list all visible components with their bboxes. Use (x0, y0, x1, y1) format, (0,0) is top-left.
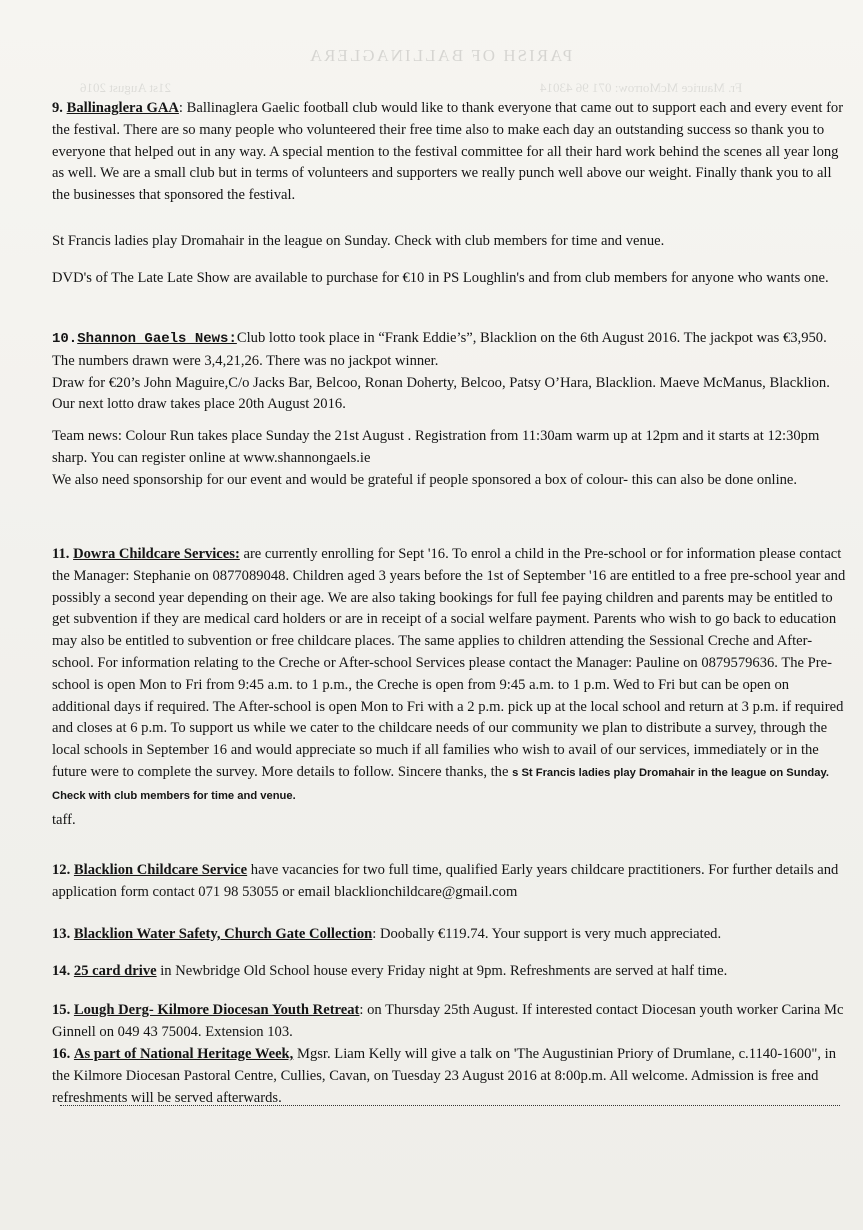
notice-text: St Francis ladies play Dromahair in the league on Sunday. Check with club members for time and venue. (52, 233, 665, 249)
notice-9-dvd (52, 268, 848, 290)
notice-heading: Blacklion Childcare Service (73, 862, 248, 878)
notice-9-ladies (52, 231, 848, 253)
notice-text: Mgsr. Liam Kelly will give a talk on 'The Augustinian Priory of Drumlane, c.1140-1600", in the Kilmore Diocesan Pastoral Centre, Cullies, Cavan, on Tuesday 23 August 2016 at 8:00p.m. All welcome. Admission is free and refreshments will be served afterwards. (52, 1046, 836, 1106)
bleed-through-contact: Fr. Maurice McMorrow: 071 96 43014 (540, 80, 743, 95)
notice-11 (52, 544, 848, 831)
notice-text: : on Thursday 25th August. If interested contact Diocesan youth worker Carina Mc Ginnell on 049 43 75004. Extension 103. (52, 1002, 844, 1040)
notice-heading: Lough Derg- Kilmore Diocesan Youth Retreat (73, 1002, 360, 1018)
notice-14 (52, 961, 848, 983)
notice-15 (52, 1000, 848, 1044)
notice-heading: 25 card drive (73, 963, 157, 979)
notice-16 (52, 1044, 848, 1109)
notice-text: DVD's of The Late Late Show are available to purchase for €10 in PS Loughlin's and from club members for anyone who wants one. (52, 270, 829, 286)
notice-10 (52, 328, 848, 416)
notice-13 (52, 924, 848, 946)
notice-text: are currently enrolling for Sept '16. To enrol a child in the Pre-school or for information please contact the Manager: Stephanie on 0877089048. Children aged 3 years before the 1st of September '16 are entitled to a free pre-school year and possibly a second year depending on their age. We are also taking bookings for full fee paying children and parents may be entitled to get subvention if they are medical card holders or are in receipt of a social welfare payment. Parents who wish to go back to education may also be entitled to subvention or free childcare places. The same applies to children attending the Sessional Creche and After-school. For information relating to the Creche or After-school Services please contact the Manager: Pauline on 0879579636. The Pre-school is open Mon to Fri from 9:45 a.m. to 1 p.m., the Creche is open from 9:45 a.m. to 1 p.m. Wed to Fri but can be open on additional days if required. The After-school is open Mon to Fri with a 2 p.m. pick up at the local school and return at 3 p.m. if required and closes at 6 p.m. To support us while we cater to the childcare needs of our community we plan to distribute a survey, through the local schools in September 16 and would appreciate so much if all families who wish to avail of our services, immediately or in the future were to complete the survey. More details to follow. Sincere thanks, the (52, 546, 846, 780)
notice-heading: As part of National Heritage Week, (73, 1046, 294, 1062)
notice-number: 14. (52, 963, 71, 979)
notice-text: in Newbridge Old School house every Friday night at 9pm. Refreshments are served at half time. (156, 963, 728, 979)
notice-number: 9. (52, 100, 63, 116)
notice-10-team (52, 426, 848, 491)
notice-text-draw: Draw for €20’s John Maguire,C/o Jacks Bar, Belcoo, Ronan Doherty, Belcoo, Patsy O’Hara, Blacklion. Maeve McManus, Blacklion. Our next lotto draw takes place 20th August 2016. (52, 374, 830, 413)
notice-text: : Doobally €119.74. Your support is very much appreciated. (372, 926, 722, 942)
notice-number: 10. (52, 331, 78, 347)
notice-number: 16. (52, 1046, 71, 1062)
notice-heading: Shannon Gaels News: (77, 331, 237, 347)
notice-text: Team news: Colour Run takes place Sunday the 21st August . Registration from 11:30am warm up at 12pm and it starts at 12:30pm sharp. You can register online at www.shannongaels.ie (52, 428, 820, 466)
notice-number: 11. (52, 546, 70, 562)
notice-text: Club lotto took place in “Frank Eddie’s”, Blacklion on the 6th August 2016. The jackpot was €3,950. The numbers drawn were 3,4,21,26. There was no jackpot winner. (52, 330, 827, 369)
notice-text: have vacancies for two full time, qualified Early years childcare practitioners. For further details and application form contact 071 98 53055 or email blacklionchildcare@gmail.com (52, 862, 839, 900)
notice-tail: taff. (52, 811, 76, 828)
notice-number: 15. (52, 1002, 71, 1018)
notice-number: 12. (52, 862, 71, 878)
notice-text-sponsor: We also need sponsorship for our event and would be grateful if people sponsored a box of colour- this can also be done online. (52, 471, 798, 488)
notice-inset: s St Francis ladies play Dromahair in the league on Sunday. Check with club members for time and venue. (52, 766, 829, 802)
notice-text: : Ballinaglera Gaelic football club would like to thank everyone that came out to support each and every event for the festival. There are so many people who volunteered their free time also to make each day an outstanding success so thank you to everyone that helped out in any way. A special mention to the festival committee for all their hard work behind the scenes all year long as well. We are a small club but in terms of volunteers and supporters we really punch well above our weight. Finally thank you to all the businesses that sponsored the festival. (52, 100, 844, 204)
bleed-through-title: PARISH OF BALLINAGLERA (307, 46, 573, 65)
dotted-divider (60, 1105, 840, 1106)
notice-9 (52, 98, 848, 207)
notice-number: 13. (52, 926, 71, 942)
notice-heading: Ballinaglera GAA (66, 100, 179, 116)
notice-heading: Dowra Childcare Services: (73, 546, 240, 562)
notice-12 (52, 860, 848, 904)
notice-heading: Blacklion Water Safety, Church Gate Collection (73, 926, 373, 942)
bleed-through-date: 21st August 2016 (80, 80, 172, 95)
